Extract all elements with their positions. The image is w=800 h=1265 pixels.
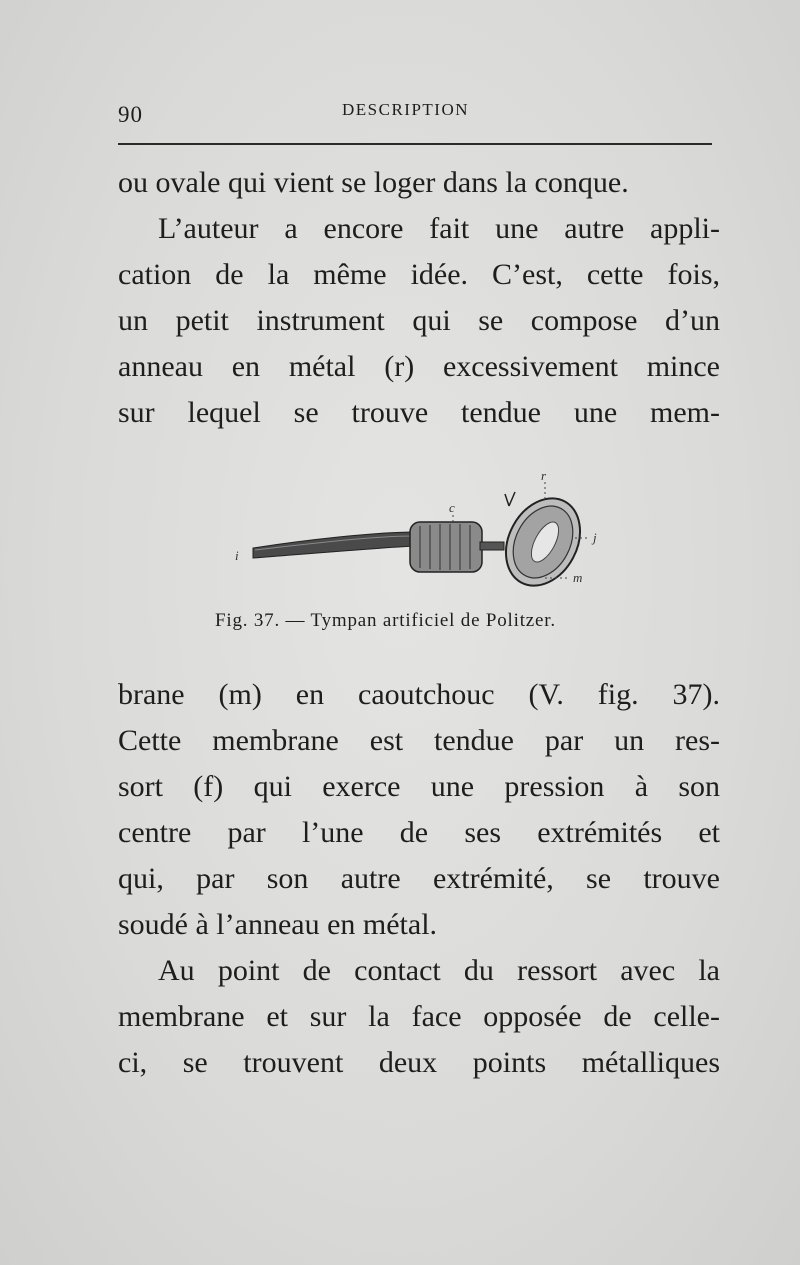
running-head: DESCRIPTION — [342, 100, 470, 119]
top-paragraph — [118, 160, 720, 436]
text-line: sort (f) qui exerce une pression à son — [118, 770, 720, 803]
text-line: ou ovale qui vient se loger dans la conque. — [118, 166, 629, 199]
text-line: cation de la même idée. C’est, cette fois, — [118, 258, 720, 291]
text-line: sur lequel se trouve tendue une mem- — [118, 396, 720, 429]
text-line: soudé à l’anneau en métal. — [118, 908, 438, 941]
text-line: ci, se trouvent deux points métalliques — [118, 1046, 720, 1079]
text-line: anneau en métal (r) excessivement mince — [118, 350, 720, 383]
text-line: membrane et sur la face opposée de celle- — [118, 1000, 720, 1033]
figure-caption: Fig. 37. — Tympan artificiel de Politzer. — [215, 610, 556, 631]
figure-label-r: r — [541, 470, 547, 483]
figure-label-m: m — [573, 570, 583, 585]
figure-label-c: c — [449, 500, 455, 515]
header-rule — [118, 143, 712, 145]
text-line: L’auteur a encore fait une autre appli- — [158, 212, 720, 245]
page-header — [118, 96, 710, 136]
page-number: 90 — [118, 102, 143, 127]
text-line: brane (m) en caoutchouc (V. fig. 37). — [118, 678, 720, 711]
figure-label-j: j — [593, 530, 597, 545]
text-line: centre par l’une de ses extrémités et — [118, 816, 720, 849]
text-line: Cette membrane est tendue par un res- — [118, 724, 720, 757]
bottom-paragraph — [118, 672, 720, 1086]
tympan-illustration — [225, 470, 615, 600]
figure-politzer-tympan — [225, 470, 615, 600]
text-line: un petit instrument qui se compose d’un — [118, 304, 720, 337]
text-line: qui, par son autre extrémité, se trouve — [118, 862, 720, 895]
text-line: Au point de contact du ressort avec la — [158, 954, 720, 987]
figure-label-i: i — [235, 548, 239, 563]
